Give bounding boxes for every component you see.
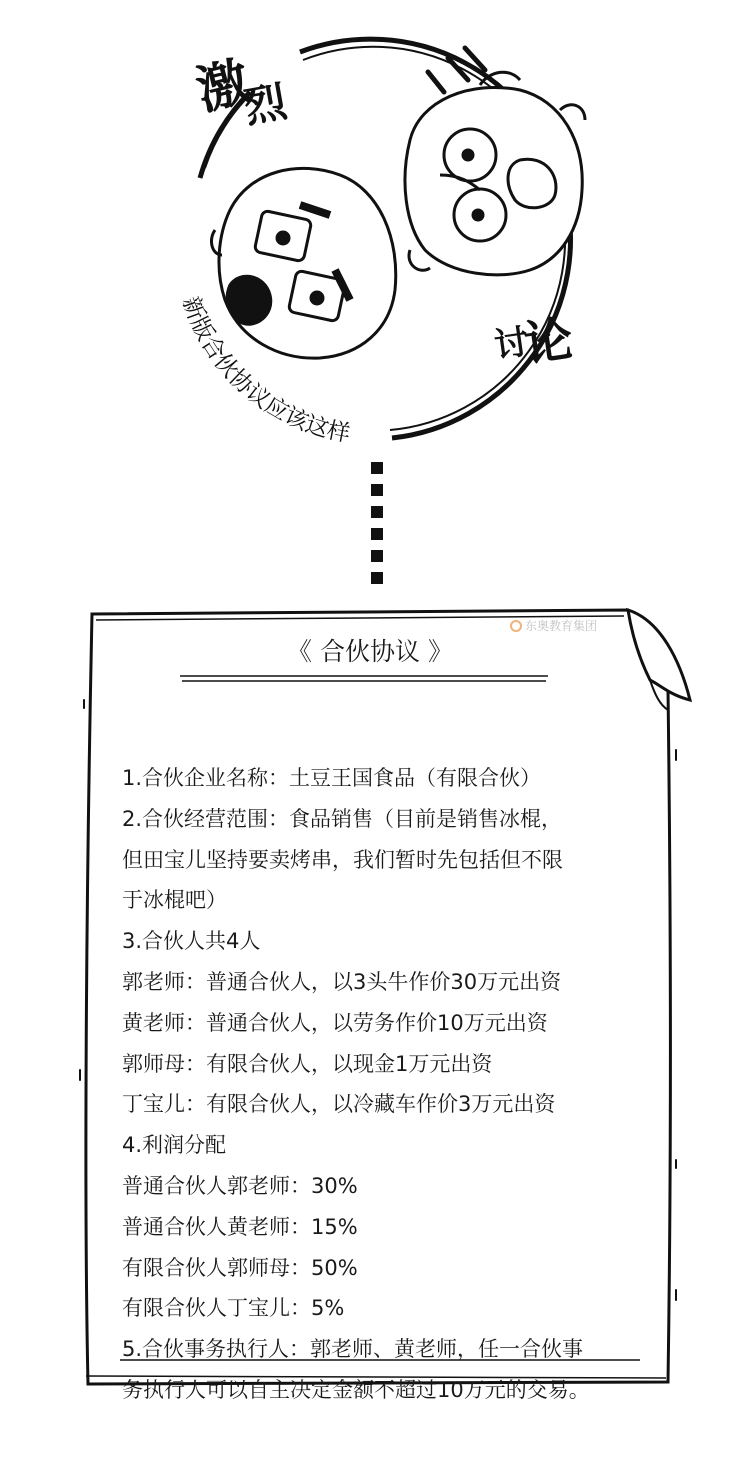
brand-name: 东奥教育集团 [525, 619, 598, 633]
agreement-line: 有限合伙人郭师母：50% [122, 1255, 358, 1280]
agreement-line: 普通合伙人黄老师：15% [122, 1214, 358, 1239]
agreement-line: 黄老师：普通合伙人，以劳务作价10万元出资 [122, 1010, 548, 1035]
headline-char-4: 论 [520, 310, 577, 374]
agreement-line: 丁宝儿：有限合伙人，以冷藏车作价3万元出资 [122, 1092, 556, 1117]
agreement-line: 郭老师：普通合伙人，以3头牛作价30万元出资 [122, 969, 562, 994]
agreement-line: 1.合伙企业名称：土豆王国食品（有限合伙） [122, 766, 542, 790]
headline-char-2: 烈 [240, 76, 291, 133]
agreement-line: 有限合伙人丁宝儿：5% [122, 1296, 345, 1321]
agreement-line: 普通合伙人郭老师：30% [122, 1173, 358, 1198]
agreement-text [122, 758, 662, 1411]
agreement-line: 3.合伙人共4人 [122, 929, 261, 954]
agreement-line: 4.利润分配 [122, 1133, 227, 1158]
agreement-line: 郭师母：有限合伙人，以现金1万元出资 [122, 1051, 493, 1076]
agreement-line: 5.合伙事务执行人：郭老师、黄老师，任一合伙事 [122, 1337, 584, 1362]
agreement-line: 于冰棍吧） [122, 888, 227, 913]
arc-caption: 新版合伙协议应该这样 [177, 293, 353, 448]
agreement-line: 务执行人可以自主决定金额不超过10万元的交易。 [122, 1377, 590, 1402]
left-character-icon [211, 168, 395, 358]
agreement-line: 但田宝儿坚持要卖烤串，我们暂时先包括但不限 [122, 847, 563, 872]
vertical-dots-divider [371, 462, 385, 594]
document-title: 《 合伙协议 》 [287, 637, 453, 666]
headline-char-3: 讨 [491, 321, 532, 367]
right-character-icon [405, 72, 585, 275]
headline-char-1: 激 [190, 51, 256, 123]
agreement-line: 2.合伙经营范围：食品销售（目前是销售冰棍， [122, 806, 563, 831]
brand-logo-icon [510, 620, 522, 632]
